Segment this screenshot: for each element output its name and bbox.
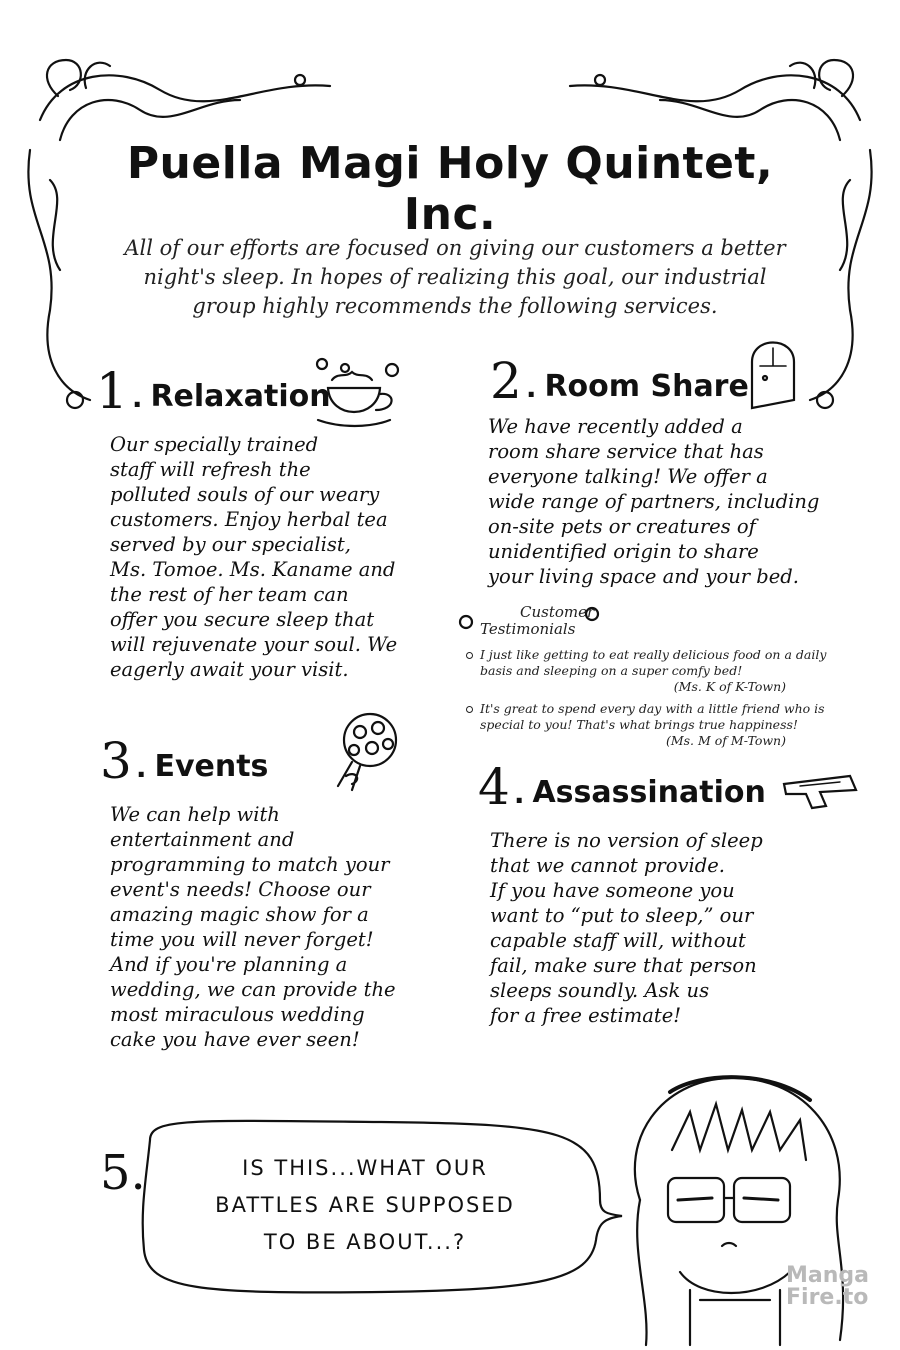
section-5-number: 5. xyxy=(100,1145,146,1201)
section-4-header: 4 . Assassination xyxy=(478,758,766,816)
section-number: 2 xyxy=(490,352,522,410)
section-number: 1 xyxy=(96,362,128,420)
list-item: It's great to spend every day with a little friend who is special to you! That's what brings true happiness! (Ms. M of M-Town) xyxy=(466,701,846,749)
section-heading: Events xyxy=(154,749,269,784)
section-3-header: 3 . Events xyxy=(100,732,269,790)
bouquet-icon xyxy=(338,714,396,790)
section-heading: Assassination xyxy=(532,775,766,810)
section-heading: Relaxation xyxy=(150,379,331,414)
section-number: 4 xyxy=(478,758,510,816)
section-2-body: We have recently added a room share service that has everyone talking! We offer a wide range of partners, including on-site pets or creatures of unidentified origin to share your living space and your bed. xyxy=(488,415,820,588)
section-number: 3 xyxy=(100,732,132,790)
section-1-body: Our specially trained staff will refresh the polluted souls of our weary customers. Enjoy herbal tea served by our specialist, Ms. Tomoe. Ms. Kaname and the rest of her team can offer you secure sleep that will rejuvenate your soul. We eagerly await your visit. xyxy=(110,433,398,681)
door-icon xyxy=(752,343,794,409)
testimonials-list xyxy=(466,647,846,755)
section-4-body: There is no version of sleep that we cannot provide. If you have someone you want to “put to sleep,” our capable staff will, without fail, make sure that person sleeps soundly. Ask us for a free estimate! xyxy=(490,829,763,1027)
watermark: Manga Fire.to xyxy=(786,1263,869,1310)
list-item: I just like getting to eat really delicious food on a daily basis and sleeping on a super comfy bed! (Ms. K of K-Town) xyxy=(466,647,846,695)
bubble-text: IS THIS...WHAT OUR BATTLES ARE SUPPOSED TO BE ABOUT...? xyxy=(215,1156,515,1254)
page-title: Puella Magi Holy Quintet, Inc. xyxy=(126,138,774,240)
section-1-header: 1 . Relaxation xyxy=(96,362,331,420)
section-3-body: We can help with entertainment and programming to match your event's needs! Choose our amazing magic show for a time you will never forget! And if you're planning a wedding, we can provide the most miraculous wedding cake you have ever seen! xyxy=(110,803,396,1051)
intro-text: All of our efforts are focused on giving our customers a better night's sleep. In hopes of realizing this goal, our industrial group highly recommends the following services. xyxy=(124,236,786,318)
testimonials-title: Customer Testimonials xyxy=(480,603,595,638)
pistol-icon xyxy=(784,776,856,808)
section-heading: Room Share xyxy=(544,369,749,404)
section-2-header: 2 . Room Share xyxy=(490,352,749,410)
